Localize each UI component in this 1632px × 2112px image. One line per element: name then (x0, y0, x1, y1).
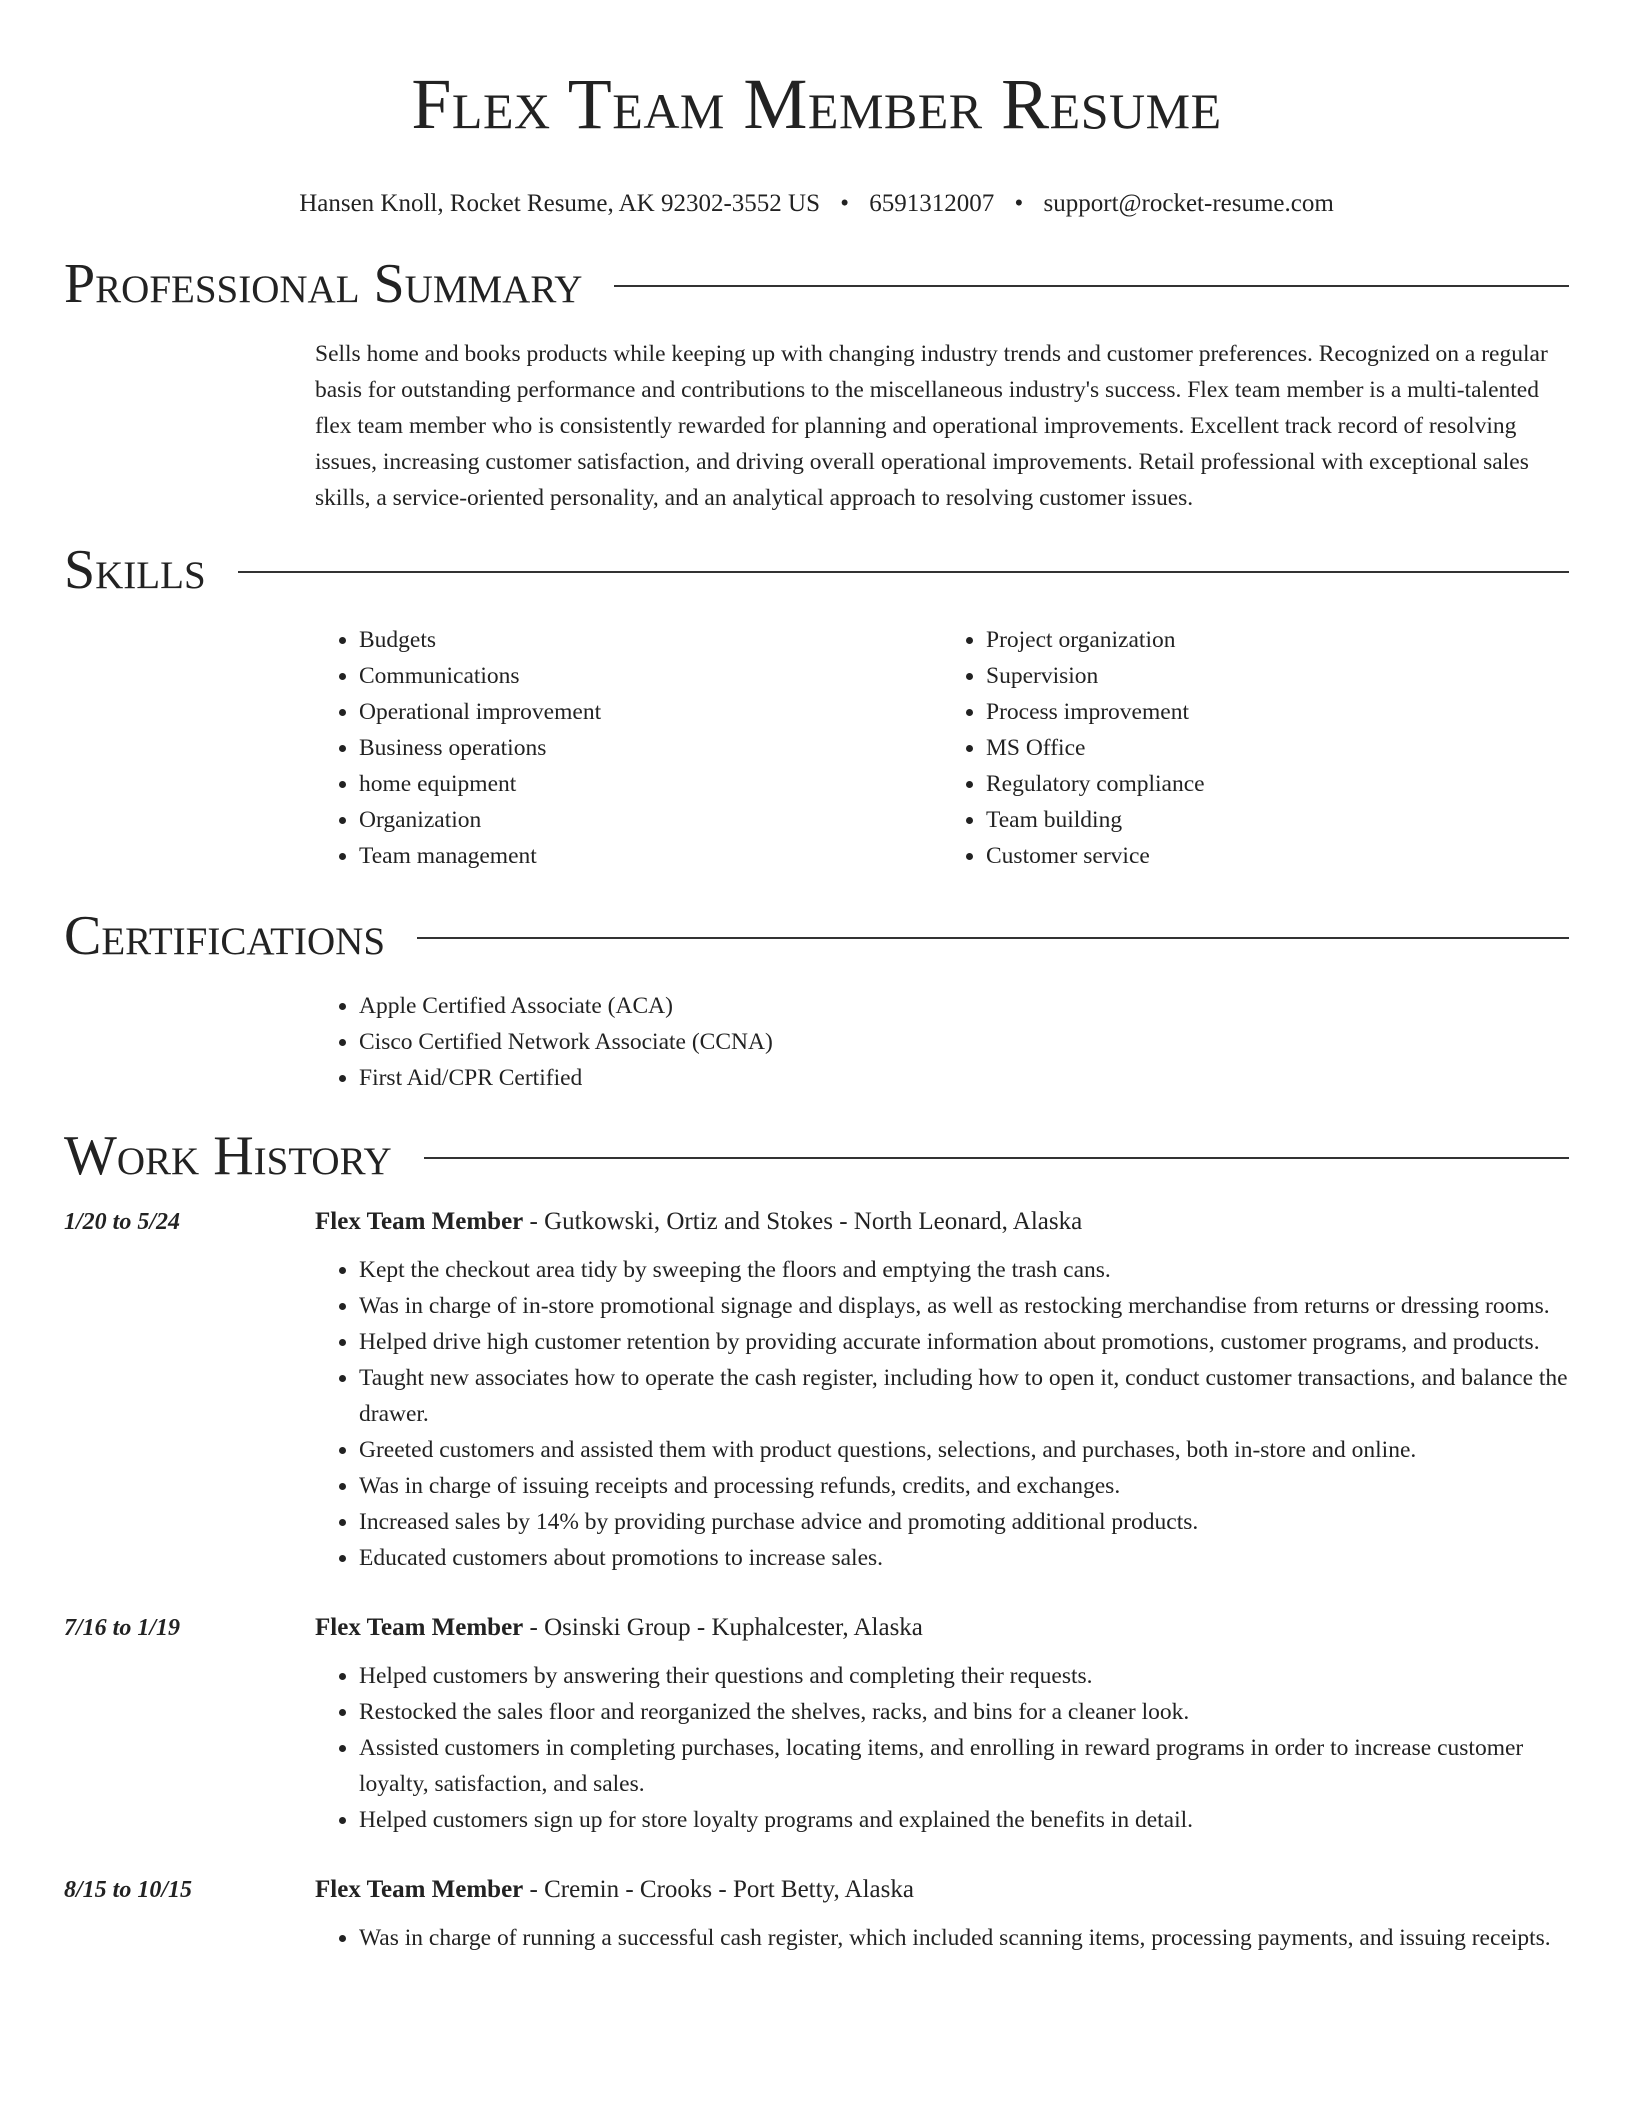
job-bullet: • Restocked the sales floor and reorganized the shelves, racks, and bins for a cleaner look. (359, 1694, 1569, 1730)
section-divider (238, 571, 1569, 573)
job-bullets (315, 1658, 1569, 1838)
job-bullet: • Helped customers sign up for store loyalty programs and explained the benefits in detail. (359, 1802, 1569, 1838)
skill-item: • Team management (359, 838, 942, 874)
job-employer: - Osinski Group - Kuphalcester, Alaska (523, 1614, 923, 1641)
section-divider (614, 285, 1569, 287)
contact-address: Hansen Knoll, Rocket Resume, AK 92302-3552 US (299, 190, 820, 217)
section-divider (417, 937, 1569, 939)
job-role: Flex Team Member (315, 1208, 524, 1235)
certification-item: • Cisco Certified Network Associate (CCNA) (359, 1024, 1569, 1060)
job-dates: 7/16 to 1/19 (64, 1615, 181, 1641)
job-bullet: • Helped drive high customer retention by providing accurate information about promotions, customer programs, and products. (359, 1324, 1569, 1360)
skill-item: • Project organization (986, 622, 1569, 658)
skill-item: • Budgets (359, 622, 942, 658)
job-bullet: • Kept the checkout area tidy by sweeping the floors and emptying the trash cans. (359, 1252, 1569, 1288)
work-section-header (64, 1124, 1569, 1188)
contact-separator: • (1014, 190, 1024, 217)
skill-item: • Process improvement (986, 694, 1569, 730)
skills-columns (315, 622, 1569, 874)
summary-section-header (64, 252, 1569, 316)
contact-email: support@rocket-resume.com (1043, 190, 1334, 217)
job-title (315, 1610, 923, 1646)
skill-item: • MS Office (986, 730, 1569, 766)
job-role: Flex Team Member (315, 1876, 524, 1903)
skill-item: • Organization (359, 802, 942, 838)
job-entry (64, 1610, 1569, 1838)
certifications-heading: Certifications (64, 905, 386, 967)
contact-separator: • (840, 190, 849, 217)
job-header (64, 1872, 1569, 1908)
job-bullet: • Educated customers about promotions to increase sales. (359, 1540, 1569, 1576)
job-bullet: • Increased sales by 14% by providing purchase advice and promoting additional products. (359, 1504, 1569, 1540)
job-title (315, 1204, 1082, 1240)
skill-item: • Regulatory compliance (986, 766, 1569, 802)
job-bullet: • Was in charge of in-store promotional signage and displays, as well as restocking merchandise from returns or dressing rooms. (359, 1288, 1569, 1324)
job-employer: - Gutkowski, Ortiz and Stokes - North Leonard, Alaska (523, 1208, 1083, 1235)
skill-item: • home equipment (359, 766, 942, 802)
job-entry (64, 1872, 1569, 1956)
job-bullet: • Helped customers by answering their questions and completing their requests. (359, 1658, 1569, 1694)
job-header (64, 1204, 1569, 1240)
job-header (64, 1610, 1569, 1646)
job-bullet: • Greeted customers and assisted them with product questions, selections, and purchases, both in-store and online. (359, 1432, 1569, 1468)
skills-list-left (315, 622, 942, 874)
contact-phone: 6591312007 (869, 190, 995, 217)
skill-item: • Supervision (986, 658, 1569, 694)
certifications-section-header (64, 904, 1569, 968)
job-dates: 1/20 to 5/24 (64, 1209, 181, 1235)
job-dates: 8/15 to 10/15 (64, 1877, 193, 1903)
skill-item: • Team building (986, 802, 1569, 838)
skills-heading: Skills (64, 539, 206, 601)
skills-list-right (942, 622, 1569, 874)
certification-item: • First Aid/CPR Certified (359, 1060, 1569, 1096)
certifications-list (315, 988, 1569, 1096)
work-heading: Work History (64, 1125, 392, 1187)
job-bullet: • Assisted customers in completing purchases, locating items, and enrolling in reward programs in order to increase customer loyalty, satisfaction, and sales. (359, 1730, 1569, 1802)
job-entry (64, 1204, 1569, 1576)
skill-item: • Operational improvement (359, 694, 942, 730)
job-bullet: • Taught new associates how to operate the cash register, including how to open it, conduct customer transactions, and balance the drawer. (359, 1360, 1569, 1432)
skills-section-header (64, 538, 1569, 602)
skill-item: • Customer service (986, 838, 1569, 874)
summary-heading: Professional Summary (64, 253, 583, 315)
job-bullets (315, 1252, 1569, 1576)
skill-item: • Business operations (359, 730, 942, 766)
job-bullets (315, 1920, 1569, 1956)
summary-text: Sells home and books products while keeping up with changing industry trends and customer preferences. Recognized on a regular basis for outstanding performance and contributions to the miscellaneous industry's success. Flex team member is a multi-talented flex team member who is consistently rewarded for planning and operational improvements. Excellent track record of resolving issues, increasing customer satisfaction, and driving overall operational improvements. Retail professional with exceptional sales skills, a service-oriented personality, and an analytical approach to resolving customer issues. (315, 341, 1548, 511)
job-bullet: • Was in charge of issuing receipts and processing refunds, credits, and exchanges. (359, 1468, 1569, 1504)
job-role: Flex Team Member (315, 1614, 524, 1641)
job-bullet: • Was in charge of running a successful cash register, which included scanning items, processing payments, and issuing receipts. (359, 1920, 1569, 1956)
skill-item: • Communications (359, 658, 942, 694)
certification-item: • Apple Certified Associate (ACA) (359, 988, 1569, 1024)
section-divider (424, 1157, 1569, 1159)
resume-title: Flex Team Member Resume (411, 64, 1222, 144)
resume-page (64, 0, 1569, 1956)
job-employer: - Cremin - Crooks - Port Betty, Alaska (523, 1876, 914, 1903)
job-title (315, 1872, 914, 1908)
contact-line (64, 188, 1569, 220)
